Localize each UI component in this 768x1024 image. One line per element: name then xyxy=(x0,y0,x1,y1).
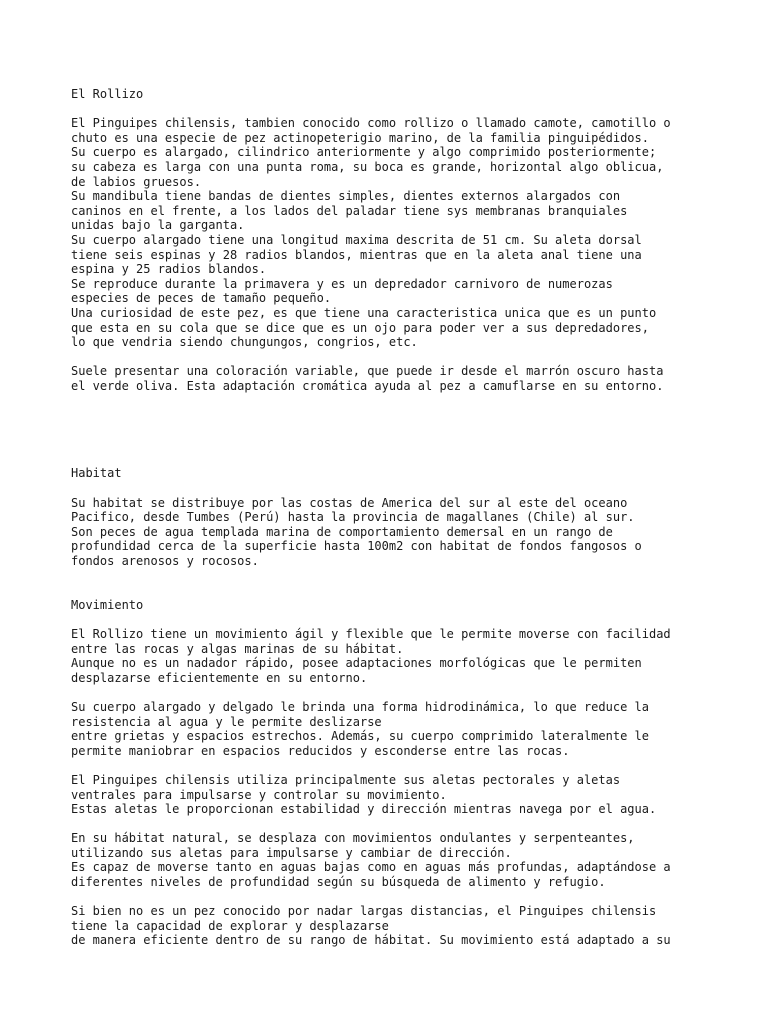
text-line: Estas aletas le proporcionan estabilidad y dirección mientras navega por el agua. xyxy=(71,802,657,817)
text-line: Es capaz de moverse tanto en aguas bajas como en aguas más profundas, adaptándose a xyxy=(71,860,671,875)
text-line: El Pinguipes chilensis, tambien conocido como rollizo o llamado camote, camotillo o xyxy=(71,116,671,131)
text-line: entre las rocas y algas marinas de su hábitat. xyxy=(71,641,404,656)
text-line: que esta en su cola que se dice que es un ojo para poder ver a sus depredadores, xyxy=(71,320,649,335)
text-line: su cabeza es larga con una punta roma, su boca es grande, horizontal algo oblicua, xyxy=(71,159,664,174)
text-line: lo que vendria siendo chungungos, congrios, etc. xyxy=(71,335,418,350)
text-line: unidas bajo la garganta. xyxy=(71,218,245,233)
section-heading-movimiento xyxy=(71,598,731,613)
text-line: caninos en el frente, a los lados del paladar tiene sys membranas branquiales xyxy=(71,203,628,218)
text-line: Son peces de agua templada marina de comportamiento demersal en un rango de xyxy=(71,524,613,539)
text-line: Si bien no es un pez conocido por nadar largas distancias, el Pinguipes chilensis xyxy=(71,904,657,919)
text-line: el verde oliva. Esta adaptación cromática ayuda al pez a camuflarse en su entorno. xyxy=(71,378,664,393)
text-line: Suele presentar una coloración variable, que puede ir desde el marrón oscuro hasta xyxy=(71,364,664,379)
paragraph-movement-agility xyxy=(71,627,731,685)
text-line: especies de peces de tamaño pequeño. xyxy=(71,291,332,306)
document-body xyxy=(71,87,731,948)
section-heading-el-rollizo xyxy=(71,87,731,102)
text-line: ventrales para impulsarse y controlar su movimiento. xyxy=(71,787,447,802)
text-line: tiene seis espinas y 28 radios blandos, mientras que en la aleta anal tiene una xyxy=(71,247,642,262)
text-line: El Pinguipes chilensis utiliza principalmente sus aletas pectorales y aletas xyxy=(71,772,621,787)
text-line: chuto es una especie de pez actinopeterigio marino, de la familia pinguipédidos. xyxy=(71,130,649,145)
section-heading-habitat xyxy=(71,466,731,481)
paragraph-body-shape xyxy=(71,700,731,758)
text-line: Su cuerpo alargado tiene una longitud maxima descrita de 51 cm. Su aleta dorsal xyxy=(71,232,642,247)
text-line: tiene la capacidad de explorar y desplazarse xyxy=(71,918,389,933)
text-line: desplazarse eficientemente en su entorno. xyxy=(71,670,368,685)
section-heading: Habitat xyxy=(71,466,122,481)
paragraph-coloration xyxy=(71,364,731,393)
paragraph-natural-habitat xyxy=(71,831,731,889)
text-line: Una curiosidad de este pez, es que tiene una caracteristica unica que es un punto xyxy=(71,305,657,320)
text-line: espina y 25 radios blandos. xyxy=(71,262,267,277)
text-line: de manera eficiente dentro de su rango de hábitat. Su movimiento está adaptado a su xyxy=(71,933,671,948)
paragraph-distances xyxy=(71,904,731,948)
text-line: Su cuerpo es alargado, cilindrico anteriormente y algo comprimido posteriormente; xyxy=(71,145,657,160)
text-line: Aunque no es un nadador rápido, posee adaptaciones morfológicas que le permiten xyxy=(71,656,642,671)
text-line: de labios gruesos. xyxy=(71,174,202,189)
text-line: permite maniobrar en espacios reducidos y esconderse entre las rocas. xyxy=(71,743,570,758)
text-line: Su cuerpo alargado y delgado le brinda una forma hidrodinámica, lo que reduce la xyxy=(71,699,649,714)
text-line: Su habitat se distribuye por las costas de America del sur al este del oceano xyxy=(71,495,628,510)
text-line: entre grietas y espacios estrechos. Además, su cuerpo comprimido lateralmente le xyxy=(71,729,649,744)
text-line: Se reproduce durante la primavera y es un depredador carnivoro de numerozas xyxy=(71,276,613,291)
section-heading: El Rollizo xyxy=(71,87,144,101)
text-line: fondos arenosos y rocosos. xyxy=(71,554,259,569)
paragraph-habitat xyxy=(71,496,731,569)
text-line: En su hábitat natural, se desplaza con movimientos ondulantes y serpenteantes, xyxy=(71,831,635,846)
text-line: Pacifico, desde Tumbes (Perú) hasta la provincia de magallanes (Chile) al sur. xyxy=(71,510,635,525)
section-heading: Movimiento xyxy=(71,597,144,612)
text-line: Su mandibula tiene bandas de dientes simples, dientes externos alargados con xyxy=(71,189,621,204)
text-line: diferentes niveles de profundidad según su búsqueda de alimento y refugio. xyxy=(71,875,606,890)
paragraph-fins xyxy=(71,773,731,817)
text-line: resistencia al agua y le permite deslizarse xyxy=(71,714,382,729)
text-line: profundidad cerca de la superficie hasta 100m2 con habitat de fondos fangosos o xyxy=(71,539,642,554)
paragraph-description xyxy=(71,116,731,350)
text-line: El Rollizo tiene un movimiento ágil y flexible que le permite moverse con facilidad xyxy=(71,626,671,641)
text-line: utilizando sus aletas para impulsarse y cambiar de dirección. xyxy=(71,845,512,860)
